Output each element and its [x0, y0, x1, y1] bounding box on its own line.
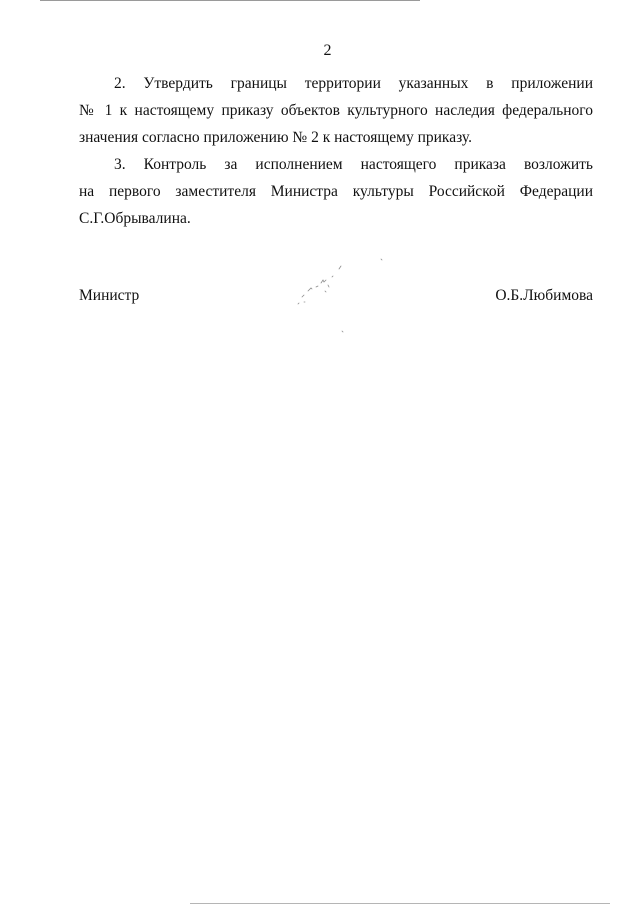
signature-mark — [292, 255, 392, 335]
paragraph-line: на первого заместителя Министра культуры Российской Федерации — [79, 183, 593, 200]
signatory-name: О.Б.Любимова — [495, 287, 593, 304]
paragraph-line: значения согласно приложению № 2 к настоящему приказу. — [79, 129, 472, 146]
paragraph-2 — [79, 70, 593, 151]
signatory-title: Министр — [79, 287, 140, 304]
paragraph-line: 2. Утвердить границы территории указанных в приложении — [114, 75, 593, 92]
paragraph-3 — [79, 151, 593, 232]
paragraph-line: С.Г.Обрывалина. — [79, 210, 191, 227]
scan-edge-top — [40, 0, 420, 1]
paragraph-line: № 1 к настоящему приказу объектов культурного наследия федерального — [79, 102, 593, 119]
page-number: 2 — [323, 42, 332, 59]
scan-edge-bottom — [190, 903, 610, 904]
paragraph-line: 3. Контроль за исполнением настоящего приказа возложить — [114, 156, 593, 173]
